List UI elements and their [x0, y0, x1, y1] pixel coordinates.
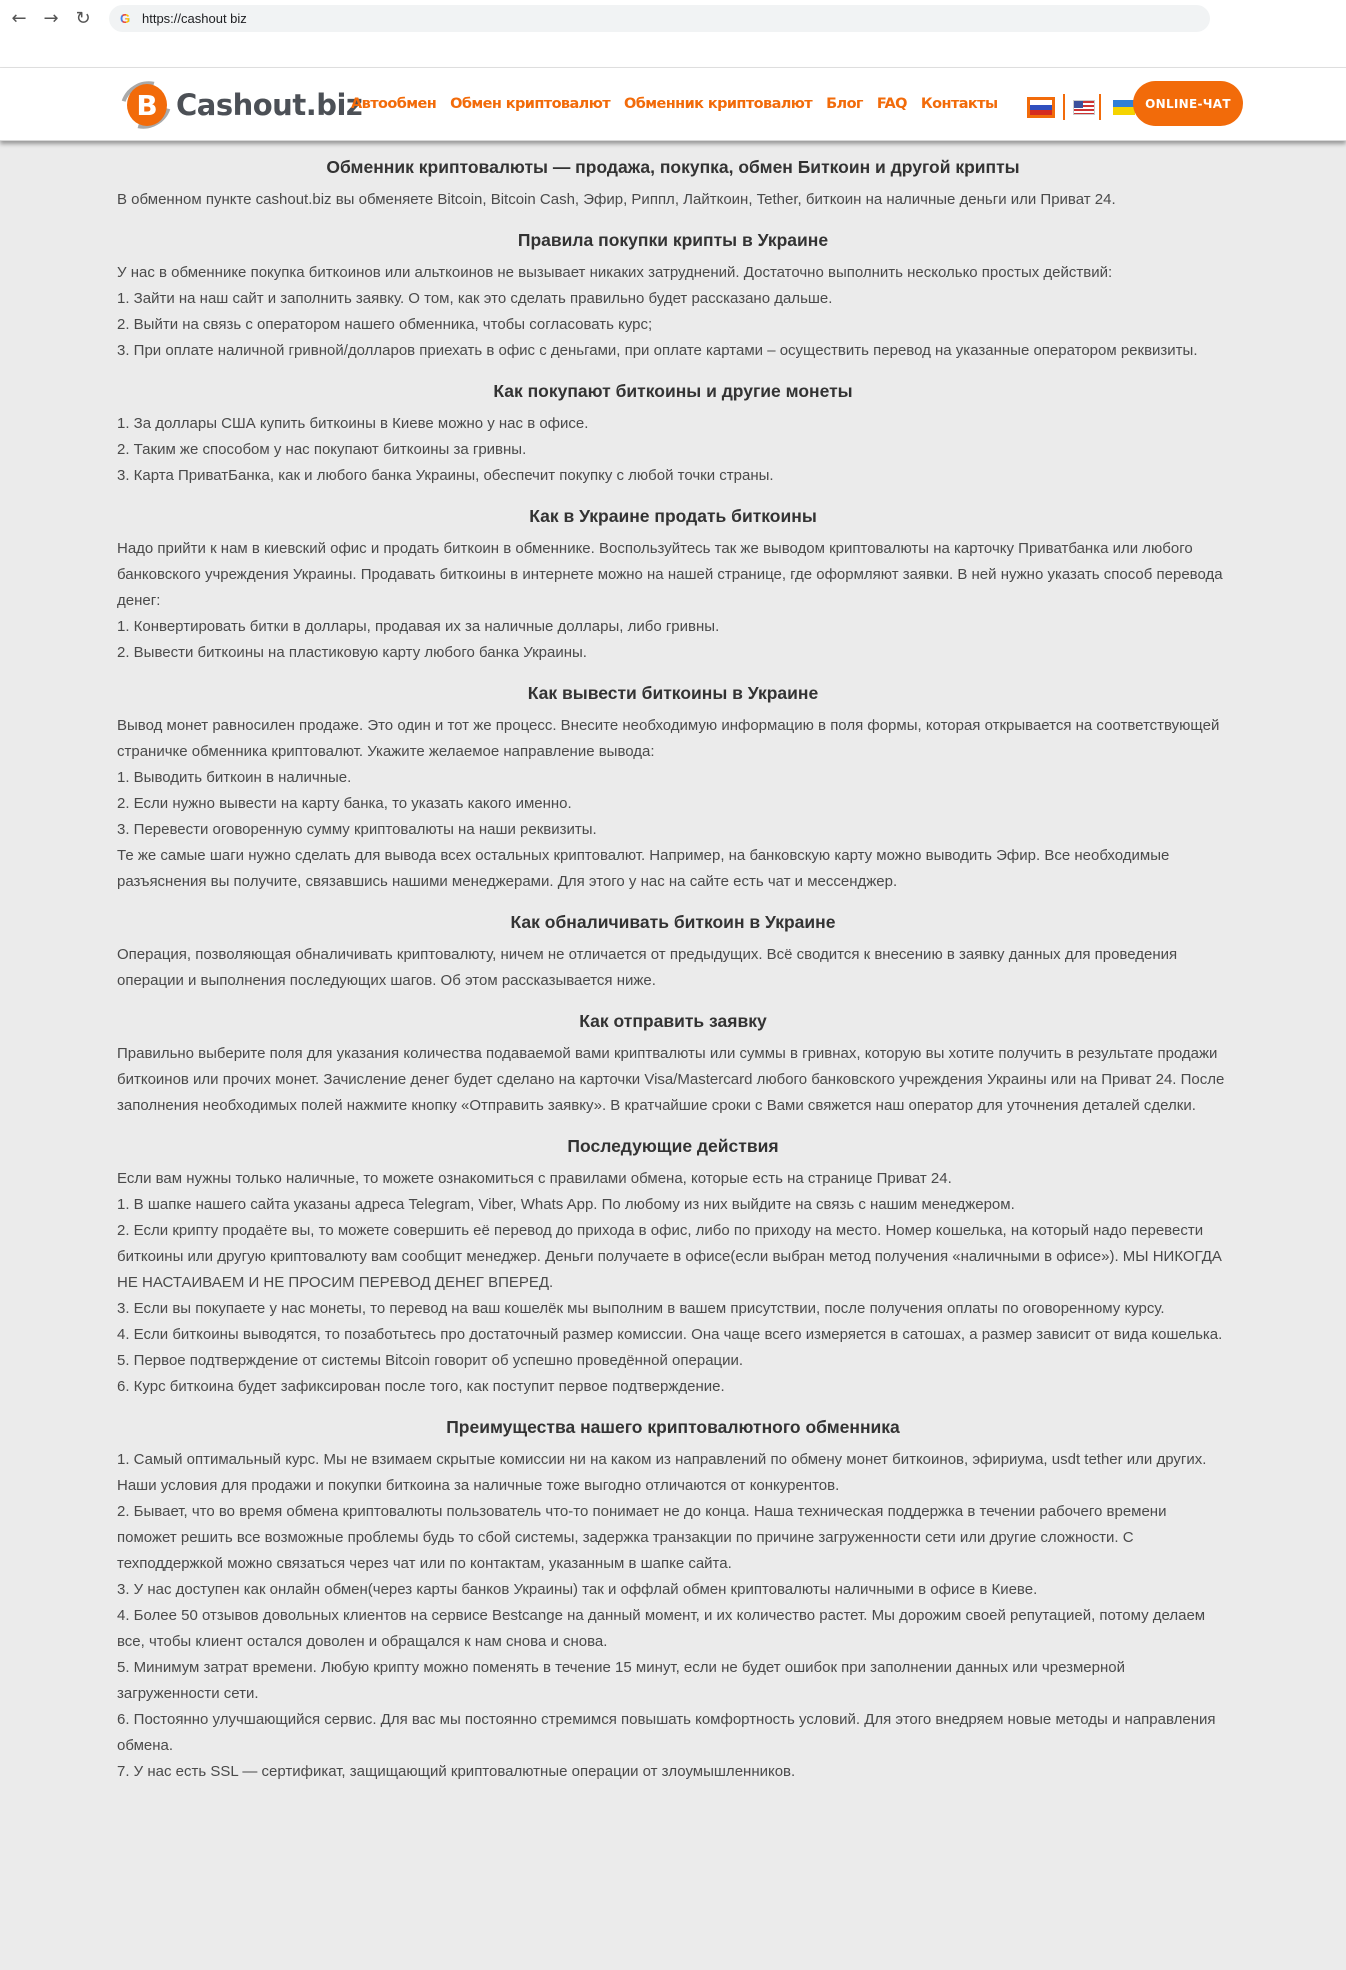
nav-link-faq[interactable]: FAQ	[876, 96, 907, 112]
section-next-steps	[117, 1135, 1229, 1400]
list-item: 5. Первое подтверждение от системы Bitcoin говорит об успешно проведённой операции.	[117, 1352, 744, 1369]
reload-icon[interactable]: ↻	[75, 7, 91, 29]
list-item: 3. Карта ПриватБанка, как и любого банка Украины, обеспечит покупку с любой точки страны.	[117, 467, 774, 484]
section-intro	[117, 156, 1229, 213]
paragraph: В обменном пункте cashout.biz вы обменяете Bitcoin, Bitcoin Cash, Эфир, Риппл, Лайткоин, Tether, биткоин на наличные деньги или Приват 24.	[117, 191, 1116, 208]
russia-flag-icon	[1030, 100, 1052, 115]
nav-link-blog[interactable]: Блог	[826, 96, 863, 112]
page-title: Обменник криптовалюты — продажа, покупка, обмен Биткоин и другой крипты	[326, 157, 1020, 177]
list-item: 2. Таким же способом у нас покупают биткоины за гривны.	[117, 441, 527, 458]
list-item: 1. Зайти на наш сайт и заполнить заявку. О том, как это сделать правильно будет рассказано дальше.	[117, 290, 833, 307]
list-item: 2. Выйти на связь с оператором нашего обменника, чтобы согласовать курс;	[117, 316, 653, 333]
paragraph: Те же самые шаги нужно сделать для вывода всех остальных криптовалют. Например, на банковскую карту можно выводить Эфир. Все необходимые разъяснения вы получите, связавшись нашими менеджерами. Для этого у нас на сайте есть чат и мессенджер.	[117, 847, 1170, 890]
section-how-to-withdraw	[117, 682, 1229, 895]
list-item: 2. Если крипту продаёте вы, то можете совершить её перевод до прихода в офис, либо по приходу на место. Номер кошелька, на который надо перевести биткоины или другую криптовалюту вам сообщит менеджер. Деньги получаете в офисе(если выбран метод получения «наличными в офисе»). МЫ НИКОГДА НЕ НАСТАИВАЕМ И НЕ ПРОСИМ ПЕРЕВОД ДЕНЕГ ВПЕРЕД.	[117, 1222, 1222, 1291]
nav-link-crypto-exchange[interactable]: Обмен криптовалют	[450, 96, 611, 112]
bitcoin-exchange-icon	[120, 80, 172, 130]
list-item: 1. Конвертировать битки в доллары, продавая их за наличные доллары, либо гривны.	[117, 618, 720, 635]
nav-link-crypto-exchanger[interactable]: Обменник криптовалют	[624, 96, 813, 112]
section-how-to-buy	[117, 380, 1229, 489]
section-cash-out	[117, 911, 1229, 994]
google-icon: G	[117, 11, 133, 26]
usa-flag-icon[interactable]	[1073, 100, 1095, 115]
lang-ru-active[interactable]	[1027, 97, 1055, 118]
paragraph: Операция, позволяющая обналичивать криптовалюту, ничем не отличается от предыдущих. Всё сводится к внесению в заявку данных для проведения операции и выполнения последующих шагов. Об этом рассказывается ниже.	[117, 946, 1178, 989]
language-switcher	[1027, 94, 1135, 120]
nav-link-autoexchange[interactable]: Автообмен	[351, 96, 437, 112]
main-content	[117, 142, 1229, 1785]
section-heading: Как в Украине продать биткоины	[529, 506, 817, 526]
site-header	[0, 68, 1346, 141]
section-how-to-sell	[117, 505, 1229, 666]
back-arrow-icon[interactable]: ←	[11, 7, 27, 29]
main-nav	[351, 96, 998, 112]
paragraph: Правильно выберите поля для указания количества подаваемой вами криптвалюты или суммы в гривнах, которую вы хотите получить в результате продажи биткоинов или прочих монет. Зачисление денег будет сделано на карточки Visa/Mastercard любого банковского учреждения Украины или на Приват 24. После заполнения необходимых полей нажмите кнопку «Отправить заявку». В кратчайшие сроки с Вами свяжется наш оператор для уточнения деталей сделки.	[117, 1045, 1225, 1114]
nav-link-contacts[interactable]: Контакты	[920, 96, 998, 112]
list-item: 3. У нас доступен как онлайн обмен(через карты банков Украины) так и оффлай обмен криптовалюты наличными в офисе в Киеве.	[117, 1581, 1038, 1598]
list-item: 1. Самый оптимальный курс. Мы не взимаем скрытые комиссии ни на каком из направлений по обмену монет биткоинов, эфириума, usdt tether или других. Наши условия для продажи и покупки биткоина за наличные тоже выгодно отличаются от конкурентов.	[117, 1451, 1207, 1494]
online-chat-button[interactable]: ONLINE-ЧАТ	[1133, 81, 1243, 126]
logo-text: Cashout.biz	[176, 88, 363, 122]
list-item: 3. Перевести оговоренную сумму криптовалюты на наши реквизиты.	[117, 821, 597, 838]
paragraph: Если вам нужны только наличные, то можете ознакомиться с правилами обмена, которые есть на странице Приват 24.	[117, 1170, 952, 1187]
lang-divider	[1099, 94, 1101, 120]
list-item: 7. У нас есть SSL — сертификат, защищающий криптовалютные операции от злоумышленников.	[117, 1763, 796, 1780]
section-advantages	[117, 1416, 1229, 1785]
list-item: 6. Постоянно улучшающийся сервис. Для вас мы постоянно стремимся повышать комфортность условий. Для этого внедряем новые методы и направления обмена.	[117, 1711, 1216, 1754]
list-item: 6. Курс биткоина будет зафиксирован после того, как поступит первое подтверждение.	[117, 1378, 725, 1395]
section-heading: Правила покупки крипты в Украине	[517, 230, 829, 250]
list-item: 2. Если нужно вывести на карту банка, то указать какого именно.	[117, 795, 572, 812]
lang-divider	[1063, 94, 1065, 120]
section-buying-rules	[117, 229, 1229, 364]
list-item: 1. Выводить биткоин в наличные.	[117, 769, 352, 786]
paragraph: У нас в обменнике покупка биткоинов или альткоинов не вызывает никаких затруднений. Достаточно выполнить несколько простых действий:	[117, 264, 1113, 281]
section-heading: Преимущества нашего криптовалютного обменника	[446, 1417, 900, 1437]
list-item: 3. При оплате наличной гривной/долларов приехать в офис с деньгами, при оплате картами – осуществить перевод на указанные оператором реквизиты.	[117, 342, 1198, 359]
address-bar[interactable]	[109, 5, 1210, 32]
section-submit-request	[117, 1010, 1229, 1119]
browser-toolbar	[0, 0, 1346, 68]
list-item: 4. Если биткоины выводятся, то позаботьтесь про достаточный размер комиссии. Она чаще всего измеряется в сатошах, а размер зависит от вида кошелька.	[117, 1326, 1223, 1343]
forward-arrow-icon[interactable]: →	[43, 7, 59, 29]
section-heading: Как покупают биткоины и другие монеты	[493, 381, 853, 401]
list-item: 3. Если вы покупаете у нас монеты, то перевод на ваш кошелёк мы выполним в вашем присутствии, после получения оплаты по оговоренному курсу.	[117, 1300, 1165, 1317]
site-logo[interactable]	[120, 80, 362, 130]
section-heading: Как вывести биткоины в Украине	[527, 683, 819, 703]
section-heading: Последующие действия	[567, 1136, 779, 1156]
list-item: 1. В шапке нашего сайта указаны адреса Telegram, Viber, Whats App. По любому из них выйдите на связь с нашим менеджером.	[117, 1196, 1015, 1213]
ukraine-flag-icon[interactable]	[1113, 100, 1135, 115]
url-text[interactable]: https://cashout biz	[142, 11, 247, 26]
list-item: 1. За доллары США купить биткоины в Киеве можно у нас в офисе.	[117, 415, 589, 432]
section-heading: Как отправить заявку	[579, 1011, 767, 1031]
list-item: 2. Вывести биткоины на пластиковую карту любого банка Украины.	[117, 644, 587, 661]
list-item: 2. Бывает, что во время обмена криптовалюты пользователь что-то понимает не до конца. Наша техническая поддержка в течении рабочего времени поможет решить все возможные проблемы будь то сбой системы, задержка транзакции по причине загруженности сети или другие сложности. С техподдержкой можно связаться через чат или по контактам, указанным в шапке сайта.	[117, 1503, 1167, 1572]
list-item: 5. Минимум затрат времени. Любую крипту можно поменять в течение 15 минут, если не будет ошибок при заполнении данных или чрезмерной загруженности сети.	[117, 1659, 1125, 1702]
paragraph: Надо прийти к нам в киевский офис и продать биткоин в обменнике. Воспользуйтесь так же выводом криптовалюты на карточку Приватбанка или любого банковского учреждения Украины. Продавать биткоины в интернете можно на нашей странице, где оформляют заявки. В ней нужно указать способ перевода денег:	[117, 540, 1223, 609]
bitcoin-symbol: B	[127, 84, 167, 126]
section-heading: Как обналичивать биткоин в Украине	[510, 912, 836, 932]
list-item: 4. Более 50 отзывов довольных клиентов на сервисе Bestcange на данный момент, и их количество растет. Мы дорожим своей репутацией, потому делаем все, чтобы клиент остался доволен и обращался к нам снова и снова.	[117, 1607, 1206, 1650]
paragraph: Вывод монет равносилен продаже. Это один и тот же процесс. Внесите необходимую информацию в поля формы, которая открывается на соответствующей страничке обменника криптовалют. Укажите желаемое направление вывода:	[117, 717, 1220, 760]
